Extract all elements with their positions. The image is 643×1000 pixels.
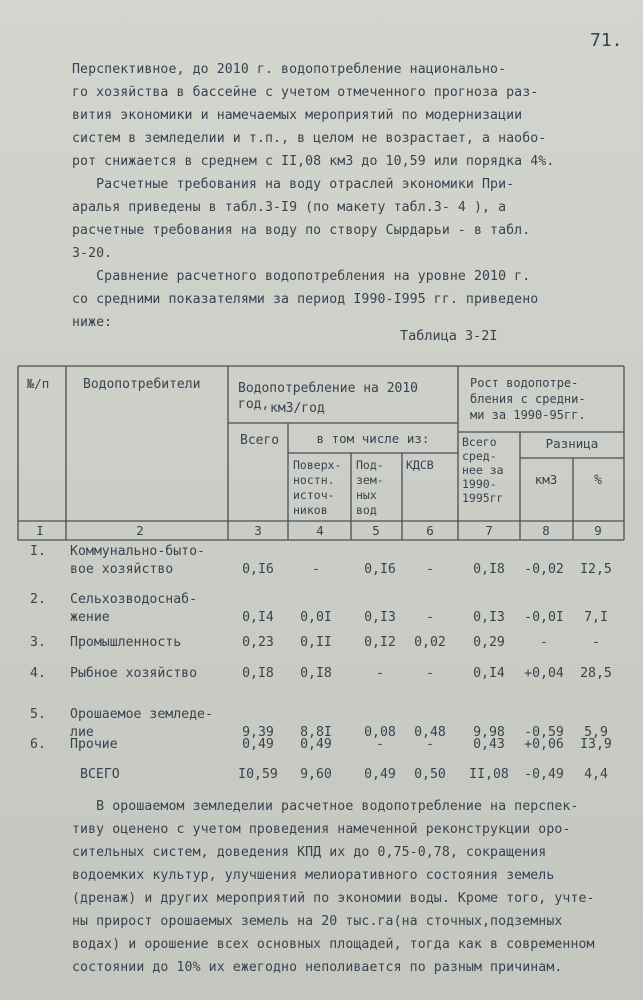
row-value: 28,5 — [580, 666, 612, 681]
row-value: - — [376, 737, 384, 752]
row-value: - — [540, 635, 548, 650]
column-number: I — [36, 523, 44, 538]
row-value: 0,I4 — [242, 610, 274, 625]
row-value: 0,I3 — [473, 610, 505, 625]
row-value: 0,I8 — [300, 666, 332, 681]
header-percent: % — [594, 473, 602, 488]
row-value: 5,9 — [584, 725, 608, 740]
header-difference: Разница — [545, 436, 599, 451]
header-kdsv: КДСВ — [406, 458, 434, 472]
paragraph-3: В орошаемом земледелии расчетное водопотребление на перспек- тиву оценено с учетом проведения намеченной реконструкции оро- сительных систем, доведения КПД их до 0,75-0,78, сокращения водоемких культур, улучшения мелиоративного состояния земель (дренаж) и других мероприятий по экономии воды. Кроме того, учте- ны прирост орошаемых земель на 20 тыс.га(на сточных,подземных водах) и орошение всех основных площадей, тогда как в современном состоянии до 10% их ежегодно неполивается по разным причинам. — [72, 799, 595, 975]
paragraph-2: Сравнение расчетного водопотребления на уровне 2010 г. со средними показателями за период I990-I995 гг. приведено ниже: — [72, 269, 539, 330]
row-value: 4,4 — [584, 767, 608, 782]
page-number: 71. — [590, 30, 623, 51]
header-underground — [356, 458, 384, 517]
header-consumption-year: год, — [238, 397, 270, 412]
header-growth — [470, 376, 586, 422]
row-value: I0,59 — [238, 767, 278, 782]
column-number: 4 — [316, 523, 324, 538]
header-average-line: Всего — [462, 435, 497, 449]
row-number: 2. — [30, 592, 46, 607]
row-name: Промышленность — [70, 635, 182, 650]
table-row — [80, 767, 608, 782]
column-number: 6 — [426, 523, 434, 538]
header-km3: км3 — [534, 472, 558, 487]
header-growth-line: бления с средни- — [470, 392, 586, 406]
row-name: Орошаемое земледе- — [70, 707, 213, 722]
header-surface — [293, 458, 341, 517]
header-including: в том числе из: — [316, 431, 430, 446]
row-value: 9,39 — [242, 725, 274, 740]
header-growth-line: ми за 1990-95гг. — [470, 408, 586, 422]
row-value: 0,I8 — [242, 666, 274, 681]
row-value: 0,I3 — [364, 610, 396, 625]
header-average-line: нее за — [462, 463, 504, 477]
column-numbers — [36, 523, 602, 538]
row-value: 0,0I — [300, 610, 332, 625]
row-value: 9,98 — [473, 725, 505, 740]
column-number: 3 — [254, 523, 262, 538]
column-number: 9 — [594, 523, 602, 538]
row-value: -0,49 — [524, 767, 564, 782]
header-average — [462, 435, 504, 505]
row-value: - — [426, 562, 434, 577]
table-row — [30, 737, 612, 752]
row-number: 6. — [30, 737, 46, 752]
header-average-line: 1990- — [462, 477, 497, 491]
row-value: 0,49 — [242, 737, 274, 752]
header-underground-line: зем- — [356, 473, 384, 487]
row-value: +0,06 — [524, 737, 564, 752]
row-value: - — [426, 610, 434, 625]
column-number: 5 — [372, 523, 380, 538]
row-value: 0,43 — [473, 737, 505, 752]
row-value: II,08 — [469, 767, 509, 782]
row-value: 7,I — [584, 610, 608, 625]
row-name: жение — [70, 610, 110, 625]
row-value: 9,60 — [300, 767, 332, 782]
header-underground-line: ных — [356, 488, 377, 502]
header-num: №/п — [26, 376, 50, 391]
row-value: -0,59 — [524, 725, 564, 740]
row-name: Сельхозводоснаб- — [70, 592, 198, 607]
row-value: 0,48 — [414, 725, 446, 740]
row-value: 8,8I — [300, 725, 332, 740]
table-caption: Таблица 3-2I — [400, 328, 498, 344]
row-name: Коммунально-быто- — [70, 544, 205, 559]
row-name: Прочие — [70, 737, 118, 752]
row-value: 0,II — [300, 635, 332, 650]
row-value: - — [426, 666, 434, 681]
table-row — [30, 707, 608, 740]
column-number: 2 — [136, 523, 144, 538]
header-total: Всего — [240, 433, 280, 448]
header-consumers: Водопотребители — [83, 377, 201, 392]
header-growth-line: Рост водопотре- — [470, 376, 579, 390]
row-value: 0,08 — [364, 725, 396, 740]
row-value: 0,I6 — [242, 562, 274, 577]
row-number: 4. — [30, 666, 46, 681]
header-underground-line: Под- — [356, 458, 384, 472]
header-average-line: сред- — [462, 449, 497, 463]
row-number: I. — [30, 544, 46, 559]
row-number: 5. — [30, 707, 46, 722]
header-average-line: 1995гг — [462, 491, 504, 505]
table-row — [30, 635, 600, 650]
row-value: - — [312, 562, 320, 577]
row-value: 0,49 — [300, 737, 332, 752]
row-value: 0,I6 — [364, 562, 396, 577]
header-surface-line: ников — [293, 503, 328, 517]
row-value: 0,I2 — [364, 635, 396, 650]
table-body — [30, 544, 612, 782]
header-unit: км3/год — [270, 401, 325, 416]
row-value: 0,49 — [364, 767, 396, 782]
header-surface-line: источ- — [293, 488, 335, 502]
row-value: - — [376, 666, 384, 681]
column-number: 8 — [542, 523, 550, 538]
table-row — [30, 592, 608, 625]
row-name: Рыбное хозяйство — [70, 666, 198, 681]
row-value: -0,02 — [524, 562, 564, 577]
row-value: 0,I8 — [473, 562, 505, 577]
row-number: 3. — [30, 635, 46, 650]
row-value: +0,04 — [524, 666, 564, 681]
row-value: - — [426, 737, 434, 752]
row-value: 0,50 — [414, 767, 446, 782]
row-value: -0,0I — [524, 610, 564, 625]
column-number: 7 — [485, 523, 493, 538]
row-name: ВСЕГО — [80, 767, 120, 782]
table-row — [30, 544, 612, 577]
row-value: 0,I4 — [473, 666, 505, 681]
header-surface-line: ностн. — [293, 473, 335, 487]
header-consumption: Водопотребление на 2010 — [238, 381, 419, 396]
row-value: 0,23 — [242, 635, 274, 650]
paragraph-1: Перспективное, до 2010 г. водопотребление национально- го хозяйства в бассейне с учетом отмеченного прогноза раз- вития экономики и намечаемых мероприятий по модернизации систем в земледелии и т.п., в целом не возрастает, а наобо- рот снижается в среднем с II,08 км3 до 10,59 или порядка 4%. Расчетные требования на воду отраслей экономики При- аралья приведены в табл.3-I9 (по макету табл.3- 4 ), а расчетные требования на воду по створу Сырдарьи - в табл. 3-20. — [72, 62, 555, 261]
header-underground-line: вод — [356, 503, 377, 517]
row-name: лие — [70, 725, 94, 740]
header-surface-line: Поверх- — [293, 458, 342, 472]
row-value: - — [592, 635, 600, 650]
row-value: 0,02 — [414, 635, 446, 650]
row-value: I2,5 — [580, 562, 612, 577]
row-name: вое хозяйство — [70, 562, 174, 577]
table-row — [30, 666, 612, 681]
row-value: I3,9 — [580, 737, 612, 752]
row-value: 0,29 — [473, 635, 505, 650]
